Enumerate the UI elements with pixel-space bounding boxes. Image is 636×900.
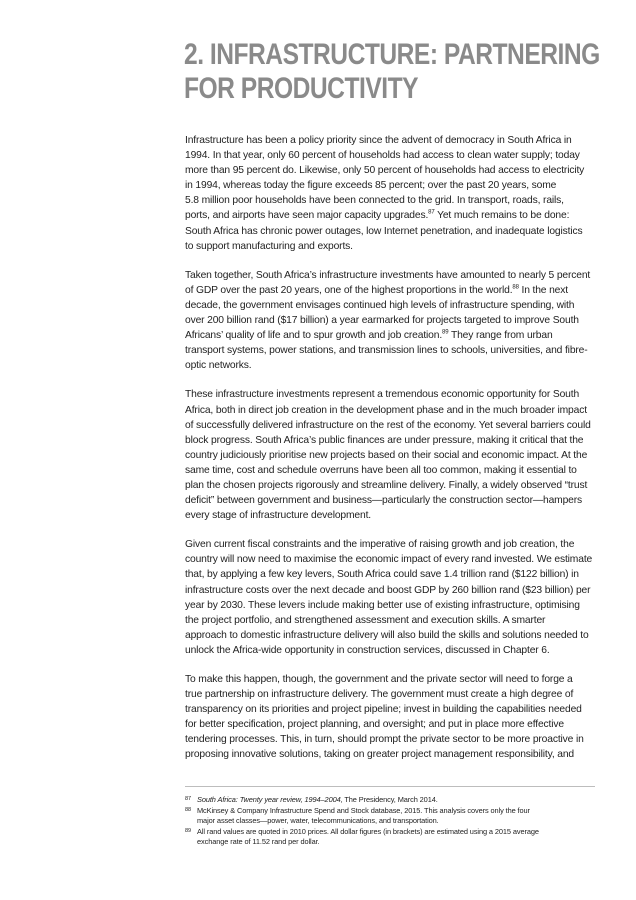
- footnote-text: major asset classes—power, water, telecommunications, and transportation.: [197, 816, 439, 825]
- text-line: 5.8 million poor households have been connected to the grid. In transport, roads, rails,: [185, 195, 564, 207]
- paragraph-3: [185, 387, 597, 523]
- text-line: same time, cost and schedule overruns have been all too common, making it essential to: [185, 464, 577, 476]
- text-line: over 200 billion rand ($17 billion) a year earmarked for projects targeted to improve South: [185, 315, 579, 327]
- paragraph-1: [185, 133, 597, 254]
- text-line: for better specification, project planning, and oversight; and put in place more effective: [185, 719, 564, 731]
- text-segment: They range from urban: [448, 330, 553, 342]
- text-line: decade, the government envisages continued high levels of infrastructure spending, with: [185, 299, 575, 311]
- chapter-heading-line: FOR PRODUCTIVITY: [184, 72, 419, 105]
- text-line: deficit” between government and business—particularly the construction sector—hampers: [185, 495, 583, 507]
- text-line: South Africa has chronic power outages, low Internet penetration, and inadequate logistics: [185, 225, 583, 237]
- footnote-ref[interactable]: 88: [512, 284, 519, 291]
- text-line: optic networks.: [185, 360, 252, 372]
- text-line: country judiciously prioritise new projects based on their social and economic impact. At the: [185, 449, 588, 461]
- text-line: that, by applying a few key levers, South Africa could save 1.4 trillion rand ($122 billion) in: [185, 569, 579, 581]
- text-line: unlock the Africa-wide opportunity in construction services, discussed in Chapter 6.: [185, 644, 550, 656]
- text-line: in 1994, whereas today the figure exceeds 85 percent; over the past 20 years, some: [185, 180, 557, 192]
- text-line: to support manufacturing and exports.: [185, 240, 353, 252]
- text-line: country will now need to maximise the economic impact of every rand invested. We estimate: [185, 554, 593, 566]
- footnote-source: , The Presidency, March 2014.: [340, 795, 438, 804]
- text-segment: In the next: [518, 284, 568, 296]
- text-line: approach to domestic infrastructure delivery will also build the skills and solutions needed to: [185, 629, 589, 641]
- footnote-number: 89: [185, 828, 191, 834]
- body-text: [185, 133, 597, 763]
- text-line: block progress. South Africa’s public finances are under pressure, making it critical that the: [185, 434, 584, 446]
- footnote-text: All rand values are quoted in 2010 prices. All dollar figures (in brackets) are estimated using a 2015 average: [197, 827, 539, 836]
- text-line: the project portfolio, and strengthened assessment and execution skills. A smarter: [185, 614, 546, 626]
- text-line: [185, 328, 597, 343]
- text-line: every stage of infrastructure development.: [185, 510, 372, 522]
- footnote-text: McKinsey & Company Infrastructure Spend and Stock database, 2015. This analysis covers only the four: [197, 806, 530, 815]
- text-line: transparency on its priorities and project pipeline; invest in building the capabilities needed: [185, 704, 582, 716]
- chapter-heading-line: 2. INFRASTRUCTURE: PARTNERING: [184, 38, 600, 71]
- text-line: true partnership on infrastructure delivery. The government must create a high degree of: [185, 689, 574, 701]
- footnote-87: [185, 795, 597, 805]
- text-line: proposing innovative solutions, taking on greater project management responsibility, and: [185, 749, 574, 761]
- text-line: transport systems, power stations, and transmission lines to schools, universities, and fibre-: [185, 345, 588, 357]
- text-line: Infrastructure has been a policy priority since the advent of democracy in South Africa in: [185, 135, 572, 146]
- text-segment: Africans’ quality of life and to spur growth and job creation.: [185, 330, 443, 342]
- text-segment: Yet much remains to be done:: [434, 210, 570, 222]
- text-line: [185, 283, 597, 298]
- footnotes: [185, 795, 597, 848]
- text-line: Taken together, South Africa’s infrastructure investments have amounted to nearly 5 percent: [185, 269, 591, 281]
- text-segment: ports, and airports have seen major capacity upgrades.: [185, 210, 429, 222]
- chapter-heading: [184, 38, 600, 106]
- footnote-number: 88: [185, 807, 191, 813]
- text-line: Given current fiscal constraints and the imperative of raising growth and job creation, the: [185, 539, 575, 551]
- paragraph-2: [185, 268, 597, 374]
- text-segment: of GDP over the past 20 years, one of the highest proportions in the world.: [185, 284, 513, 296]
- paragraph-4: [185, 537, 597, 658]
- text-line: year by 2030. These levers include making better use of existing infrastructure, optimising: [185, 599, 580, 611]
- footnote-divider: [185, 786, 595, 787]
- footnote-number: 87: [185, 796, 191, 802]
- text-line: of successfully delivered infrastructure on the rest of the economy. Yet several barriers could: [185, 419, 591, 431]
- footnote-text: exchange rate of 11.52 rand per dollar.: [197, 837, 320, 846]
- footnote-text: [197, 795, 597, 805]
- paragraph-5: [185, 672, 597, 763]
- footnote-88: [185, 806, 597, 826]
- footnote-89: [185, 827, 597, 847]
- footnote-ref[interactable]: 87: [428, 210, 435, 217]
- text-line: more than 95 percent do. Likewise, only 50 percent of households had access to electricity: [185, 165, 585, 177]
- text-line: tendering processes. This, in turn, should prompt the private sector to be more proactive in: [185, 734, 584, 746]
- text-line: plan the chosen projects rigorously and streamline delivery. Finally, a widely observed “trust: [185, 479, 588, 491]
- text-line: 1994. In that year, only 60 percent of households had access to clean water supply; today: [185, 150, 580, 162]
- text-line: infrastructure costs over the next decade and boost GDP by 260 billion rand ($23 billion) per: [185, 584, 591, 596]
- text-line: [185, 208, 597, 223]
- text-line: To make this happen, though, the government and the private sector will need to forge a: [185, 674, 573, 685]
- text-line: These infrastructure investments represent a tremendous economic opportunity for South: [185, 389, 580, 401]
- footnote-title: South Africa: Twenty year review, 1994–2004: [197, 795, 341, 804]
- text-line: Africa, both in direct job creation in the development phase and in the much broader impact: [185, 404, 587, 416]
- footnote-ref[interactable]: 89: [442, 329, 449, 336]
